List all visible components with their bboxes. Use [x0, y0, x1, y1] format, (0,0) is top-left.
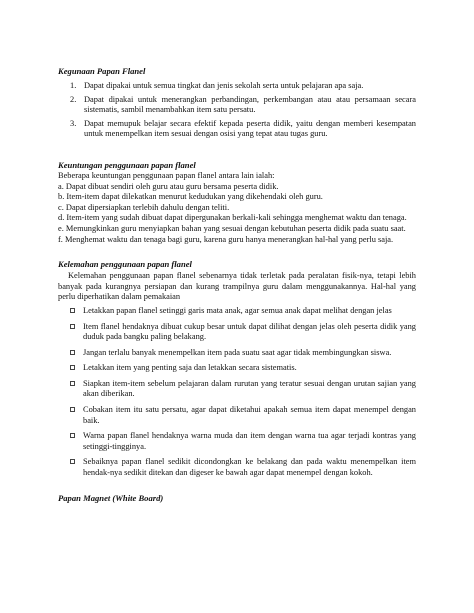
item-text: Dapat dipakai untuk menerangkan perbandingan, perkembangan atau atau persamaan secara sistematis, sambil menambahkan item satu persatu. — [84, 94, 416, 115]
paragraph-line: c. Dapat dipersiapkan terlebih dahulu dengan teliti. — [58, 202, 230, 212]
section-title: Kegunaan Papan Flanel — [58, 66, 146, 76]
checkbox-bullet-icon — [70, 365, 75, 370]
checkbox-bullet-icon — [70, 324, 75, 329]
list-item — [58, 405, 416, 426]
checkbox-bullet-icon — [70, 407, 75, 412]
checkbox-bullet-icon — [70, 433, 75, 438]
item-text: Dapat memupuk belajar secara efektif kepada peserta didik, yaitu dengan memberi kesempatan untuk menempelkan item sesuai dengan osisi yang tepat atau tugas guru. — [84, 118, 416, 139]
list-item — [58, 81, 416, 92]
checkbox-bullet-icon — [70, 381, 75, 386]
list-item — [58, 363, 416, 374]
list-item — [58, 306, 416, 317]
section-kelemahan — [58, 259, 416, 479]
list-item — [58, 119, 416, 140]
item-number: 3. — [70, 118, 77, 128]
numbered-list — [58, 81, 416, 140]
item-text: Letakkan papan flanel setinggi garis mata anak, agar semua anak dapat melihat dengan jelas — [83, 305, 392, 315]
item-text: Item flanel hendaknya dibuat cukup besar untuk dapat dilihat dengan jelas oleh peserta didik yang duduk pada bangku paling belakang. — [83, 321, 416, 342]
item-text: Dapat dipakai untuk semua tingkat dan jenis sekolah serta untuk pelajaran apa saja. — [84, 81, 364, 90]
list-item — [58, 348, 416, 359]
checkbox-list — [58, 306, 416, 479]
section-title: Keuntungan penggunaan papan flanel — [58, 159, 196, 170]
item-text: Cobakan item itu satu persatu, agar dapat diketahui apakah semua item dapat menempel dengan baik. — [83, 405, 416, 425]
list-item — [58, 95, 416, 116]
list-item — [58, 322, 416, 343]
checkbox-bullet-icon — [70, 459, 75, 464]
checkbox-bullet-icon — [70, 308, 75, 313]
list-item — [58, 379, 416, 400]
paragraph-line: b. Item-item dapat dilekatkan menurut kedudukan yang dikehendaki oleh guru. — [58, 192, 323, 202]
section-keuntungan — [58, 160, 416, 245]
item-text: Siapkan item-item sebelum pelajaran dalam rurutan yang teratur sesuai dengan urutan sajian yang akan diberikan. — [83, 378, 416, 399]
paragraph-line: Beberapa keuntungan penggunaan papan flanel antara lain ialah: — [58, 170, 275, 180]
item-text: Jangan terlalu banyak menempelkan item pada suatu saat agar tidak membingungkan siswa. — [83, 347, 392, 357]
list-item — [58, 457, 416, 478]
checkbox-bullet-icon — [70, 350, 75, 355]
section-kegunaan — [58, 66, 416, 140]
section-title: Kelemahan penggunaan papan flanel — [58, 259, 192, 270]
item-text: Letakkan item yang penting saja dan letakkan secara sistematis. — [83, 363, 297, 373]
item-number: 2. — [70, 94, 77, 104]
section-title: Papan Magnet (White Board) — [58, 492, 164, 503]
section-papan-magnet — [58, 493, 416, 504]
paragraph-line: f. Menghemat waktu dan tenaga bagi guru, karena guru hanya menerangkan hal-hal yang perlu saja. — [58, 234, 394, 244]
item-text: Warna papan flanel hendaknya warna muda dan item dengan warna tua agar terjadi kontras yang setinggi-tingginya. — [83, 431, 416, 451]
paragraph-line: a. Dapat dibuat sendiri oleh guru atau guru bersama peserta didik. — [58, 181, 279, 191]
intro-paragraph: Kelemahan penggunaan papan flanel sebenarnya tidak terletak pada peralatan fisik-nya, tetapi lebih banyak pada kurangnya persiapan dan kurang trampilnya guru dalam menggunakannya. Hal-hal yang perlu diperhatikan dalam pemakaian — [58, 271, 416, 302]
paragraph-line: d. Item-item yang sudah dibuat dapat dipergunakan berkali-kali sehingga menghemat waktu dan tenaga. — [58, 213, 407, 223]
paragraph-line: e. Memungkinkan guru menyiapkan bahan yang sesuai dengan kebutuhan peserta didik pada suatu saat. — [58, 223, 406, 233]
item-text: Sebaiknya papan flanel sedikit dicondongkan ke belakang dan pada waktu menempelkan item hendak-nya sedikit ditekan dan digeser ke bawah agar dapat menempel dengan kokoh. — [83, 457, 416, 478]
item-number: 1. — [70, 81, 77, 90]
list-item — [58, 431, 416, 452]
